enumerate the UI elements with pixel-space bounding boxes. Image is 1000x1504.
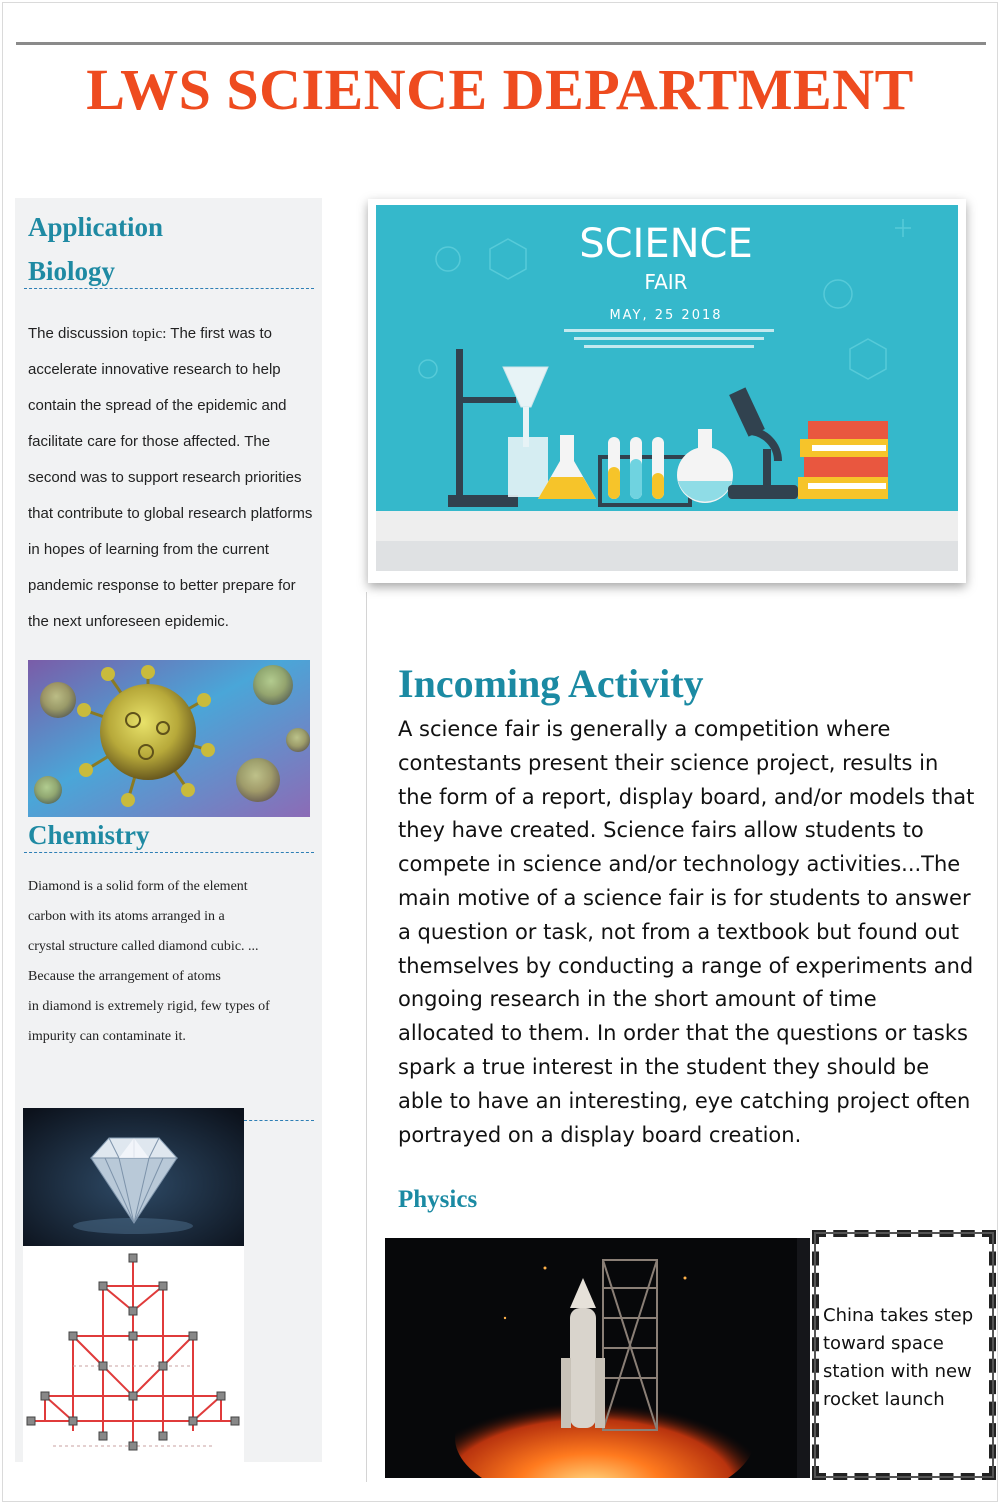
chemistry-heading: Chemistry [28,820,150,850]
poster-title: SCIENCE [579,221,753,267]
poster-date: MAY, 25 2018 [609,308,723,323]
biology-text-body: The first was to accelerate innovative research to help contain the spread of the epidemic and facilitate care for those affected. The second was to support research priorities that contribute to global research platforms in hopes of learning from the current pandemic response to better prepare for the next unforeseen epidemic. [28,325,313,630]
diamond-lattice-image [23,1246,244,1462]
activity-heading: Incoming Activity [398,661,704,706]
biology-heading-rule [24,288,314,289]
chemistry-heading-rule [24,852,314,853]
column-divider [366,592,367,1482]
header-rule [16,42,986,45]
activity-text: A science fair is generally a competition where contestants present their science project, results in the form of a report, display board, and/or models that they have created. Science fairs allow students to compete in science and/or technology activities...The main motive of a science fair is for students to answer a question or task, not from a textbook but found out themselves by conducting a range of experiments and ongoing research in the short amount of time allocated to them. In order that the questions or tasks spark a true interest in the student they should be able to have an interesting, eye catching project often portrayed on a display board creation. [398,717,975,1147]
biology-text-topic: topic: [132,326,167,342]
page-title: LWS SCIENCE DEPARTMENT [86,57,914,122]
virus-image [28,660,310,817]
chemistry-text: Diamond is a solid form of the element carbon with its atoms arranged in a crystal structure called diamond cubic. ... Because the arrangement of atoms in diamond is extremely rigid, few types of impurity can contaminate it. [28,879,270,1044]
books-icon [798,421,888,499]
application-heading: Application [28,212,164,242]
physics-caption: China takes step toward space station with new rocket launch [823,1305,974,1410]
biology-heading: Biology [28,256,116,286]
science-fair-poster [368,199,966,583]
physics-heading: Physics [398,1186,478,1213]
rocket-launch-image [385,1238,810,1478]
chemistry-end-rule [244,1120,314,1121]
diamond-image [23,1108,244,1246]
poster-subtitle: FAIR [644,270,688,294]
biology-text [28,316,313,640]
biology-text-lead: The discussion [28,325,133,342]
